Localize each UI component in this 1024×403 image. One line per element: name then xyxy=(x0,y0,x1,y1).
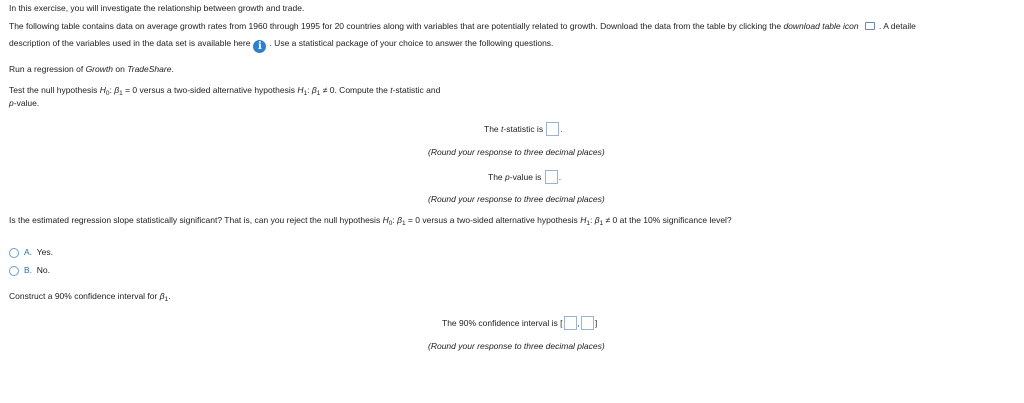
hypothesis-instruction-cont: p-value. xyxy=(9,98,40,108)
download-table-icon[interactable] xyxy=(865,22,875,30)
ci-row: The 90% confidence interval is [ , ] xyxy=(442,318,598,328)
t-statistic-input[interactable] xyxy=(546,122,559,136)
intro-line-3: description of the variables used in the data set is available here i . Use a statistical package of your choice to answer the following questions. xyxy=(9,38,554,52)
run-regression-instruction: Run a regression of Growth on TradeShare. xyxy=(9,64,174,74)
download-table-link[interactable]: download table icon xyxy=(783,21,859,31)
significance-question: Is the estimated regression slope statistically significant? That is, can you reject the null hypothesis $H_0$: $\beta_1 = 0$ versus a two-sided alternative hypothesis $H_1$: $\beta_1 \ne 0$ at the 10% significance level? xyxy=(9,215,732,227)
intro-line-1: In this exercise, you will investigate the relationship between growth and trade. xyxy=(9,3,305,13)
ci-upper-input[interactable] xyxy=(581,316,594,330)
option-a[interactable]: A. Yes. xyxy=(24,247,53,257)
option-a-radio[interactable] xyxy=(9,248,19,258)
p-value-row: The p-value is . xyxy=(488,172,562,182)
option-b[interactable]: B. No. xyxy=(24,265,50,275)
option-b-radio[interactable] xyxy=(9,266,19,276)
ci-instruction: Construct a 90% confidence interval for $\beta_1$. xyxy=(9,291,171,303)
round-note-ci: (Round your response to three decimal places) xyxy=(428,341,605,351)
p-value-input[interactable] xyxy=(545,170,558,184)
ci-lower-input[interactable] xyxy=(564,316,577,330)
t-statistic-row: The t-statistic is . xyxy=(484,124,563,134)
info-icon[interactable]: i xyxy=(253,40,266,53)
round-note-t: (Round your response to three decimal places) xyxy=(428,147,605,157)
intro-line-2: The following table contains data on average growth rates from 1960 through 1995 for 20 countries along with variables that are potentially related to growth. Download the data from the table by clicking the download table icon . A detaile xyxy=(9,21,916,31)
hypothesis-instruction: Test the null hypothesis $H_0$: $\beta_1 = 0$ versus a two-sided alternative hypothesis $H_1$: $\beta_1 \ne 0$. Compute the t-statistic and xyxy=(9,85,441,97)
round-note-p: (Round your response to three decimal places) xyxy=(428,194,605,204)
